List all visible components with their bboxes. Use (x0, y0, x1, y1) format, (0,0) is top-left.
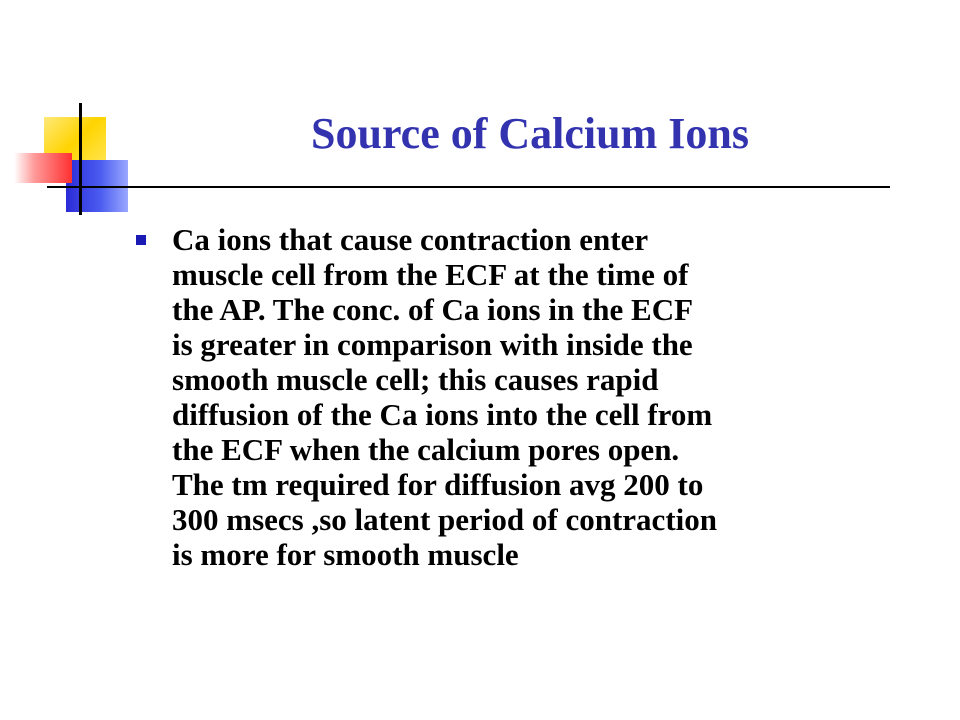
bullet-text-line: 300 msecs ,so latent period of contraction (172, 502, 717, 537)
bullet-text-line: is more for smooth muscle (172, 537, 519, 572)
bullet-text-line: The tm required for diffusion avg 200 to (172, 467, 704, 502)
bullet-text-line: smooth muscle cell; this causes rapid (172, 362, 659, 397)
bullet-text (172, 222, 936, 572)
bullet-list (136, 222, 936, 572)
slide-title: Source of Calcium Ions (311, 109, 749, 158)
bullet-text-line: diffusion of the Ca ions into the cell from (172, 397, 713, 432)
bullet-text-line: Ca ions that cause contraction enter (172, 222, 649, 257)
bullet-text-line: the AP. The conc. of Ca ions in the ECF (172, 292, 694, 327)
bullet-text-line: muscle cell from the ECF at the time of (172, 257, 689, 292)
title-underline (47, 186, 890, 188)
decorative-red-bar (14, 153, 72, 183)
bullet-text-line: the ECF when the calcium pores open. (172, 432, 680, 467)
bullet-text-line: is greater in comparison with inside the (172, 327, 693, 362)
bullet-item (136, 222, 936, 572)
decorative-vertical-line (79, 103, 82, 215)
square-bullet-icon (136, 235, 146, 245)
